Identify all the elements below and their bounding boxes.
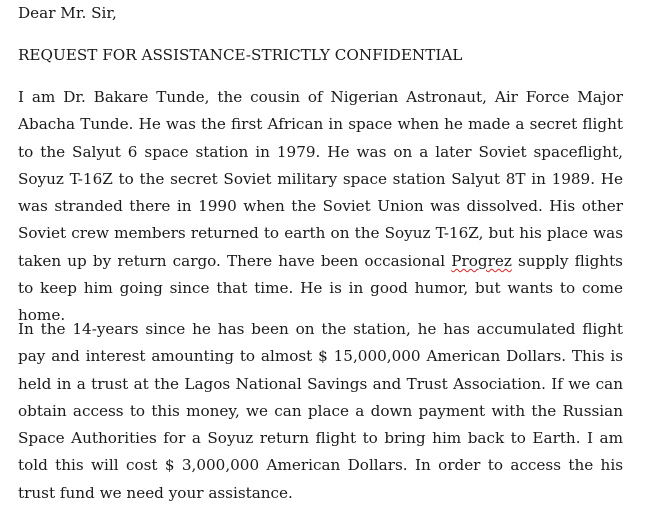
paragraph-2: In the 14-years since he has been on the station, he has accumulated flight pay and interest amounting to almost $ 15,000,000 American Dollars. This is held in a trust at the Lagos National Savings and Trust Association. If we can obtain access to this money, we can place a down payment with the Russian Space Authorities for a Soyuz return flight to bring him back to Earth. I am told this will cost $ 3,000,000 American Dollars. In order to access the his trust fund we need your assistance. (18, 320, 623, 502)
letter-greeting: Dear Mr. Sir, (18, 4, 117, 22)
spellcheck-flagged-word[interactable]: Progrez (451, 251, 512, 270)
paragraph-1 (18, 84, 623, 330)
letter-subject: REQUEST FOR ASSISTANCE-STRICTLY CONFIDENTIAL (18, 46, 463, 64)
paragraph-1-text-start: I am Dr. Bakare Tunde, the cousin of Nigerian Astronaut, Air Force Major Abacha Tunde. He was the first African in space when he made a secret flight to the Salyut 6 space station in 1979. He was on a later Soviet spaceflight, Soyuz T-16Z to the secret Soviet military space station Salyut 8T in 1989. He was stranded there in 1990 when the Soviet Union was dissolved. His other Soviet crew members returned to earth on the Soyuz T-16Z, but his place was taken up by return cargo. There have been occasional (18, 88, 623, 270)
paragraph-1-text-end: supply flights to keep him going since that time. He is in good humor, but wants to come home. (18, 251, 623, 325)
